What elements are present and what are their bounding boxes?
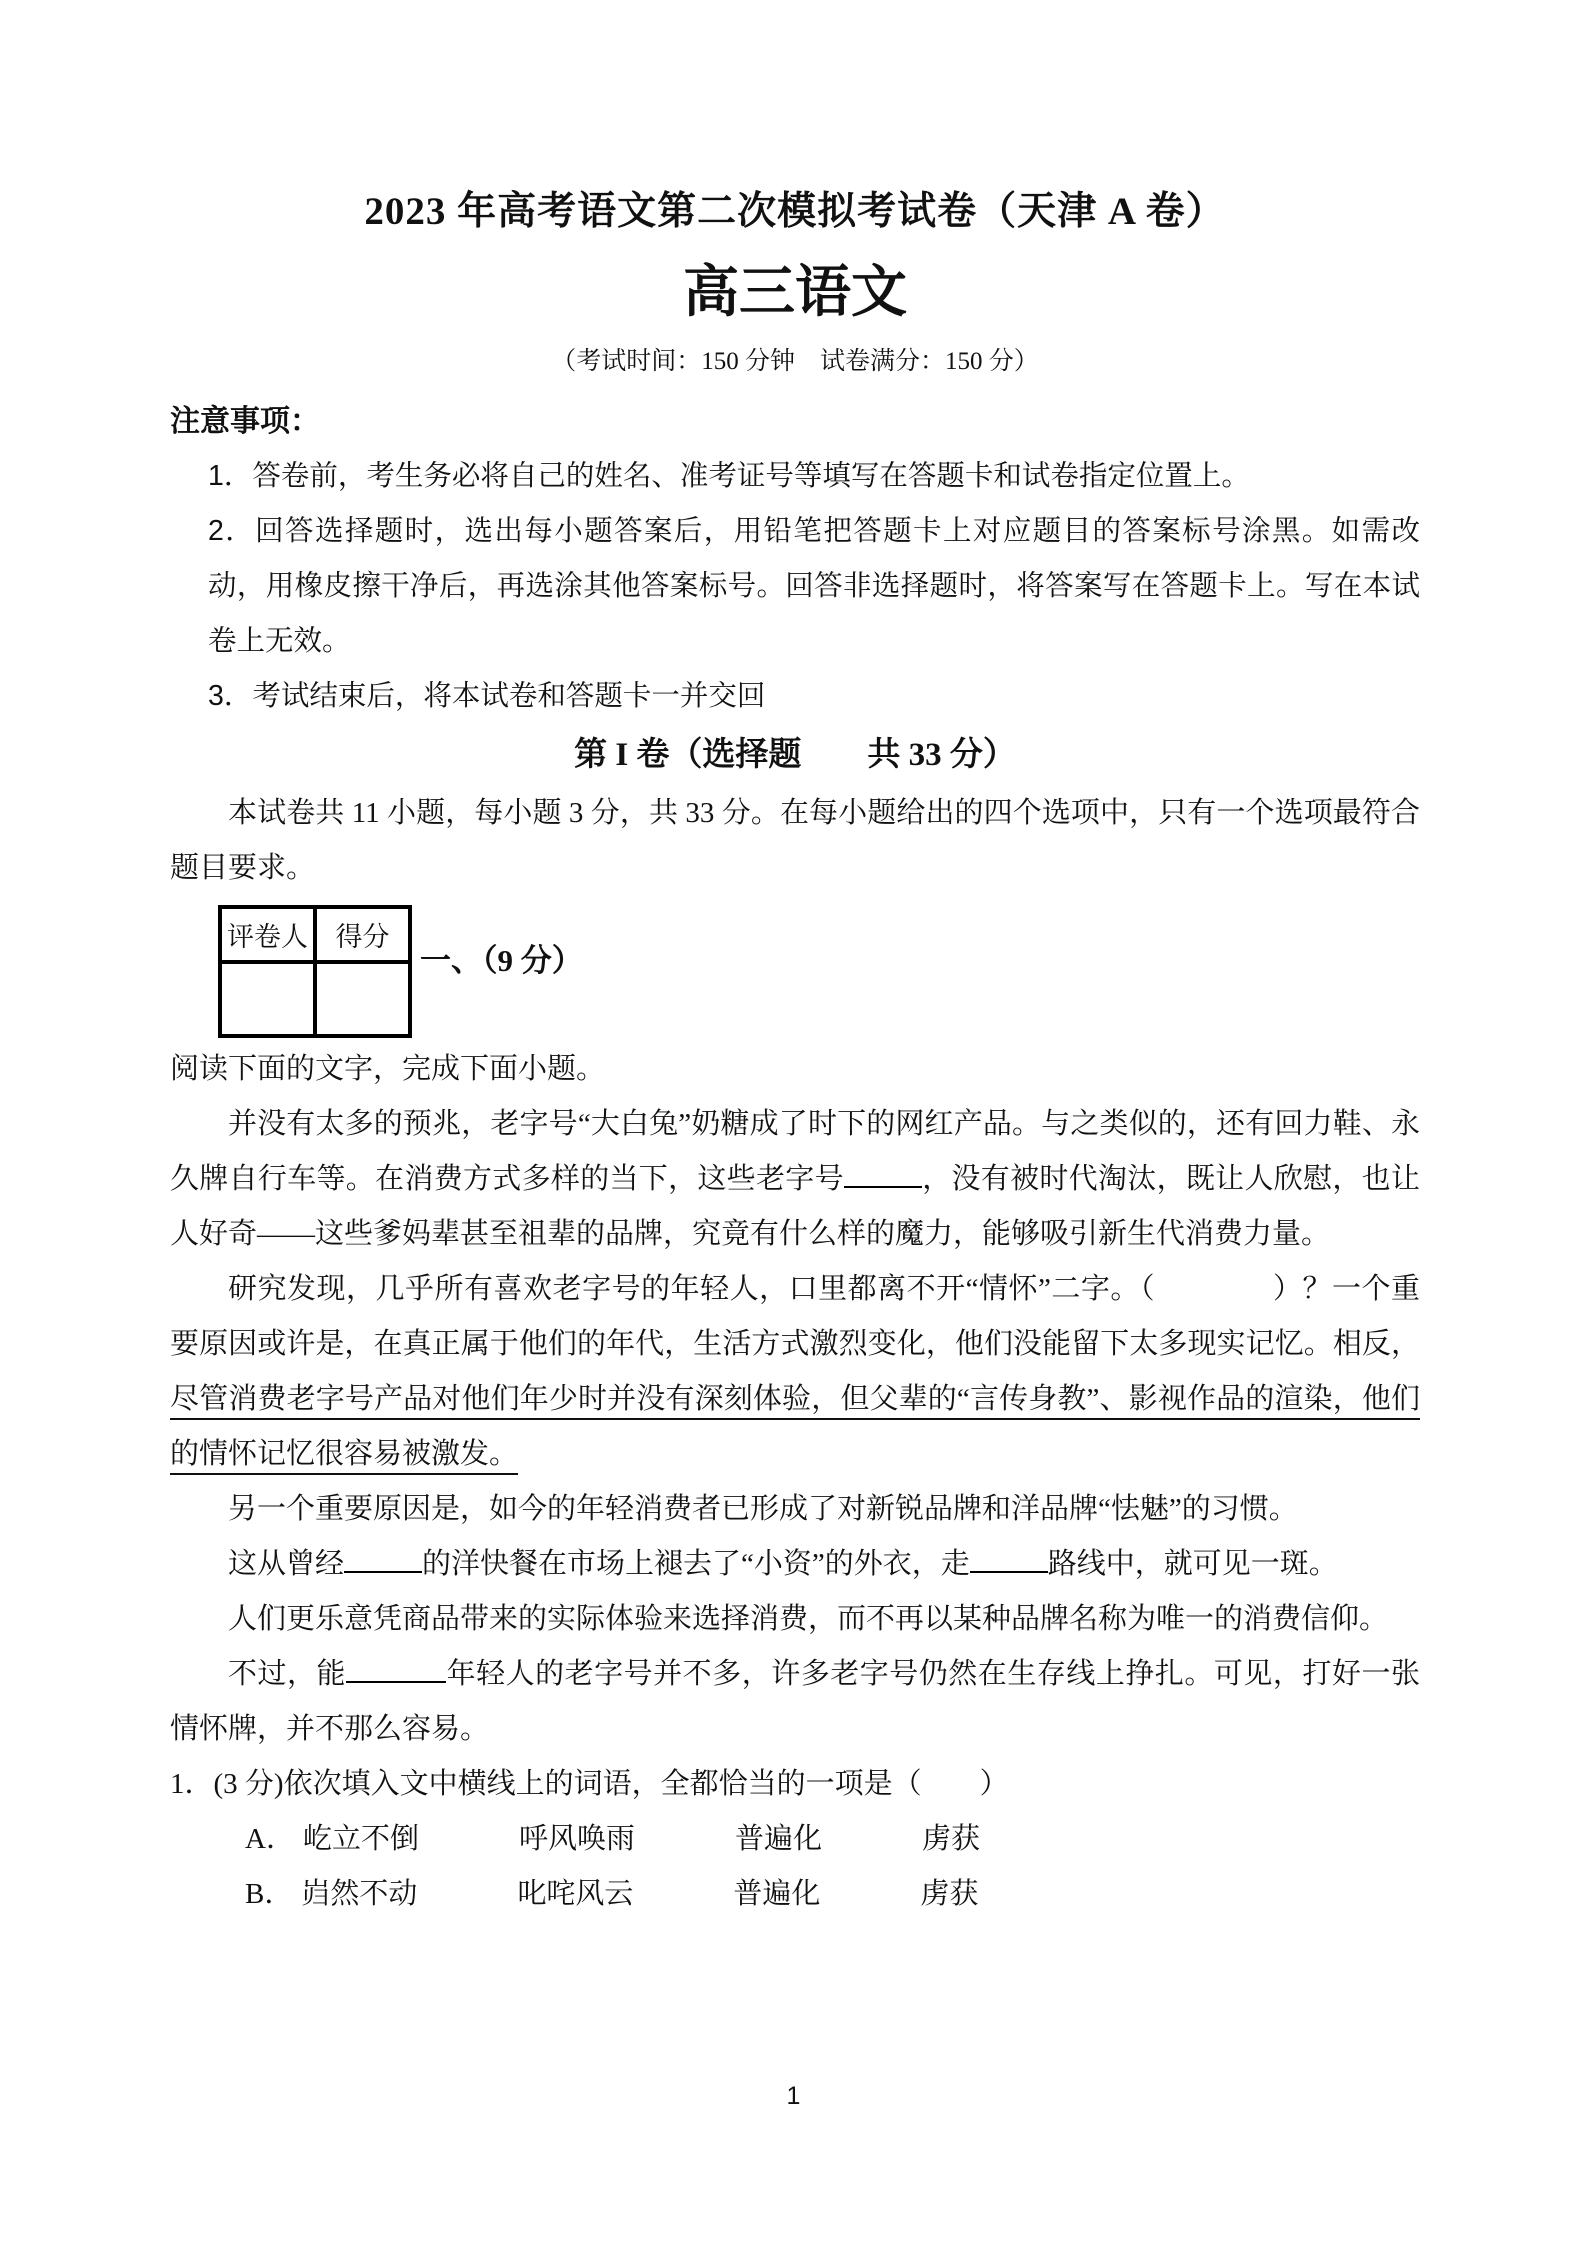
passage-paragraph-2 [170,1262,1420,1482]
score-table-area [170,905,1420,1036]
passage-text: 的洋快餐在市场上褪去了“小资”的外衣，走 [422,1548,970,1580]
score-table [218,905,412,1038]
score-table-cell-score [315,962,410,1036]
exam-info: （考试时间：150 分钟 试卷满分：150 分） [551,348,1039,375]
page-title: 2023 年高考语文第二次模拟考试卷（天津 A 卷） [364,190,1226,233]
question1-option-a [245,1812,1420,1867]
passage-text: ，没有被时代淘汰，既让人欣慰，也让人好奇——这些爹妈辈甚至祖辈的品牌，究竟有什么样的魔力，能够吸引新生代消费力量。 [170,1163,1420,1250]
notice-list [170,449,1420,724]
fill-in-blank [344,1545,422,1573]
notice-item-1: 1．答卷前，考生务必将自己的姓名、准考证号等填写在答题卡和试卷指定位置上。 [208,460,1250,492]
exam-subject-title: 高三语文 [683,262,907,324]
passage-instruction: 阅读下面的文字，完成下面小题。 [170,1053,606,1085]
passage-text: 路线中，就可见一斑。 [1047,1548,1338,1580]
option-label: A． [245,1823,295,1855]
option-word: 虏获 [920,1878,979,1910]
option-word: 叱咤风云 [517,1878,634,1910]
passage-text: 不过，能 [228,1658,347,1690]
passage-text: 年轻人的老字号并不多，许多老字号仍然在生存线上挣扎。可见，打好一张情怀牌，并不那么容易。 [170,1658,1420,1745]
fill-in-blank [346,1655,446,1683]
passage-paragraph-4 [170,1537,1420,1592]
passage [170,1097,1420,1757]
option-word: 虏获 [922,1823,981,1855]
option-word: 呼风唤雨 [518,1823,635,1855]
passage-text: 并没有太多的预兆，老字号“大白兔”奶糖成了时下的网红产品。与之类似的，还有回力鞋、永久牌自行车等。在消费方式多样的当下，这些老字号 [170,1108,1420,1195]
section1-intro: 本试卷共 11 小题，每小题 3 分，共 33 分。在每小题给出的四个选项中，只有一个选项最符合题目要求。 [170,797,1420,884]
fill-in-blank [970,1545,1048,1573]
option-word: 岿然不动 [301,1878,418,1910]
option-word: 屹立不倒 [302,1823,419,1855]
passage-text: 这从曾经 [228,1548,345,1580]
fill-in-blank [844,1160,922,1188]
passage-paragraph-1 [170,1097,1420,1262]
question1 [170,1757,1420,1922]
passage-text: 另一个重要原因是，如今的年轻消费者已形成了对新锐品牌和洋品牌“怯魅”的习惯。 [228,1493,1298,1525]
notice-item-3: 3．考试结束后，将本试卷和答题卡一并交回 [208,680,766,712]
page-number: 1 [786,2082,801,2110]
section1-title: 第 I 卷（选择题 共 33 分） [574,737,1016,773]
option-label: B． [245,1878,294,1910]
question1-option-b [245,1867,1420,1922]
part1-heading: 一、（9 分） [420,943,583,978]
notice-item-2: 2．回答选择题时，选出每小题答案后，用铅笔把答题卡上对应题目的答案标号涂黑。如需改动，用橡皮擦干净后，再选涂其他答案标号。回答非选择题时，将答案写在答题卡上。写在本试卷上无效。 [208,515,1420,657]
score-table-cell-grader [220,962,315,1036]
question1-options [170,1812,1420,1922]
passage-text: 研究发现，几乎所有喜欢老字号的年轻人，口里都离不开“情怀”二字。（ ）？一个重要原因或许是，在真正属于他们的年代，生活方式激烈变化，他们没能留下太多现实记忆。相反， [170,1273,1420,1360]
question1-stem: 1．(3 分)依次填入文中横线上的词语，全都恰当的一项是（ ） [170,1768,1009,1800]
passage-paragraph-6 [170,1647,1420,1757]
option-word: 普遍化 [734,1823,822,1855]
underlined-passage-text: 尽管消费老字号产品对他们年少时并没有深刻体验，但父辈的“言传身教”、影视作品的渲染，他们的情怀记忆很容易被激发。 [170,1383,1420,1470]
notice-label: 注意事项： [170,405,320,438]
option-word: 普遍化 [733,1878,821,1910]
passage-text: 人们更乐意凭商品带来的实际体验来选择消费，而不再以某种品牌名称为唯一的消费信仰。 [228,1603,1389,1635]
passage-paragraph-5 [170,1592,1420,1647]
passage-paragraph-3 [170,1482,1420,1537]
score-table-header-grader: 评卷人 [220,907,315,962]
score-table-header-score: 得分 [315,907,410,962]
